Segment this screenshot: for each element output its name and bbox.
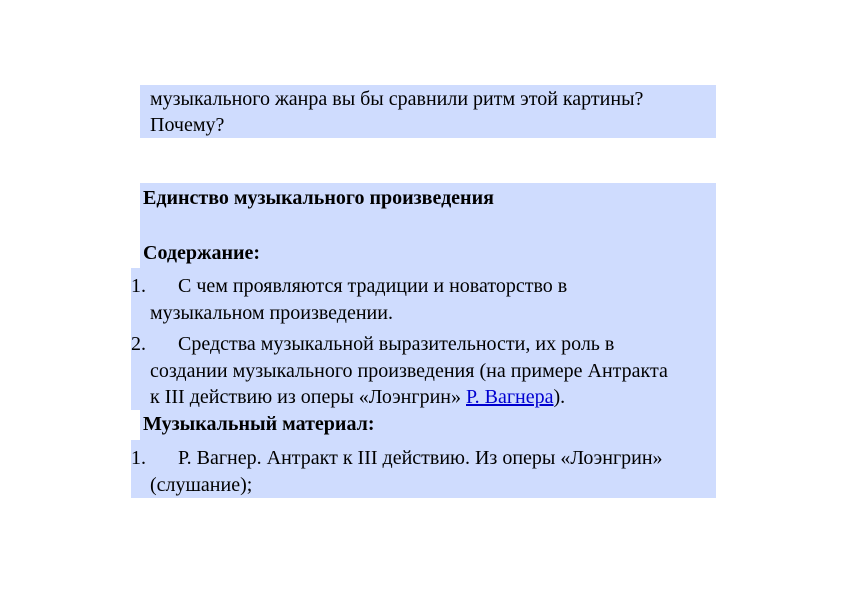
list-item-number: 1.	[131, 275, 146, 297]
material-heading: Музыкальный материал:	[143, 413, 375, 435]
list-item-line: создании музыкального произведения (на примере Антракта	[150, 360, 668, 382]
list-item-line: музыкальном произведении.	[150, 302, 393, 324]
list-item-number: 1.	[131, 447, 146, 469]
content-heading: Содержание:	[143, 242, 261, 264]
intro-line-2: Почему?	[150, 114, 225, 136]
list-item-line: Р. Вагнер. Антракт к III действию. Из оперы «Лоэнгрин»	[178, 447, 663, 469]
list-item-line: С чем проявляются традиции и новаторство в	[178, 275, 568, 297]
section-title: Единство музыкального произведения	[143, 187, 494, 209]
wagner-link[interactable]: Р. Вагнера	[466, 386, 554, 408]
list-item-line: Средства музыкальной выразительности, их роль в	[178, 333, 615, 355]
list-item-number: 2.	[131, 333, 146, 355]
list-item-text: к III действию из оперы «Лоэнгрин»	[150, 386, 466, 408]
list-item-line	[150, 384, 565, 410]
intro-line-1: музыкального жанра вы бы сравнили ритм этой картины?	[150, 88, 644, 110]
list-item-line: (слушание);	[150, 474, 253, 496]
list-item-text: ).	[553, 386, 566, 408]
